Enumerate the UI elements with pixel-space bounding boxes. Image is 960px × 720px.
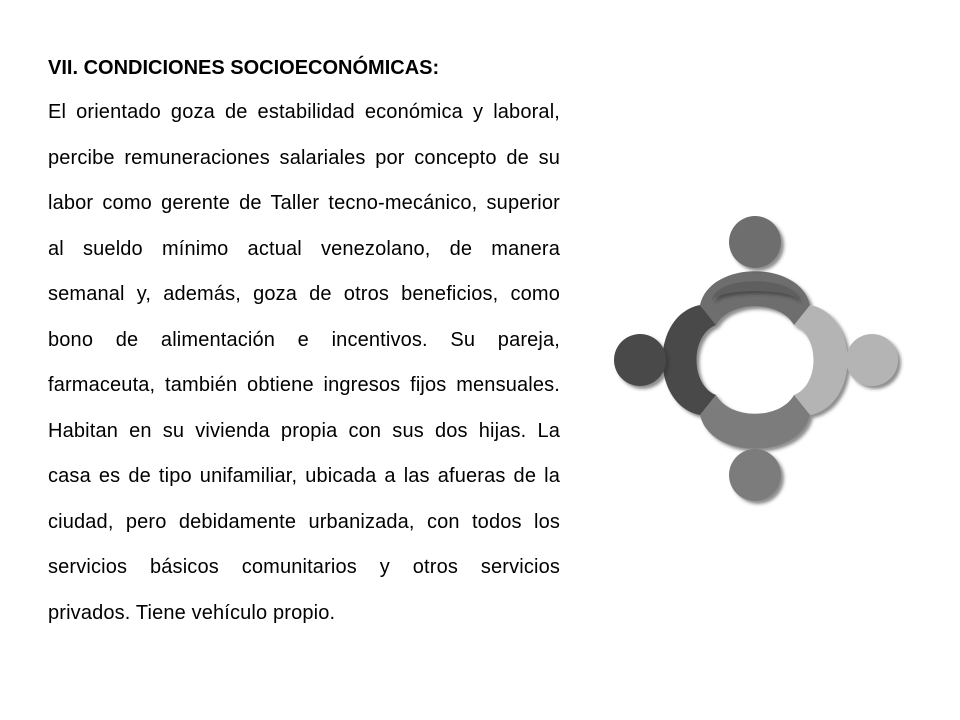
left-figure-head xyxy=(614,334,666,386)
center-circle xyxy=(715,320,795,400)
people-circle-icon xyxy=(605,205,905,515)
top-figure-head xyxy=(729,216,781,268)
bottom-figure-head xyxy=(729,449,781,501)
top-figure-body xyxy=(700,271,810,325)
right-figure-head xyxy=(846,334,898,386)
left-figure-body xyxy=(663,305,717,415)
body-paragraph: El orientado goza de estabilidad económica y laboral, percibe remuneraciones salariales por concepto de su labor como gerente de Taller tecno-mecánico, superior al sueldo mínimo actual venezolano, de manera semanal y, además, goza de otros beneficios, como bono de alimentación e incentivos. Su pareja, farmaceuta, también obtiene ingresos fijos mensuales. Habitan en su vivienda propia con sus dos hijas. La casa es de tipo unifamiliar, ubicada a las afueras de la ciudad, pero debidamente urbanizada, con todos los servicios básicos comunitarios y otros servicios privados. Tiene vehículo propio. xyxy=(48,101,560,624)
right-figure-body xyxy=(794,305,848,415)
bottom-figure-body xyxy=(700,395,810,449)
section-heading: VII. CONDICIONES SOCIOECONÓMICAS: xyxy=(48,57,440,79)
